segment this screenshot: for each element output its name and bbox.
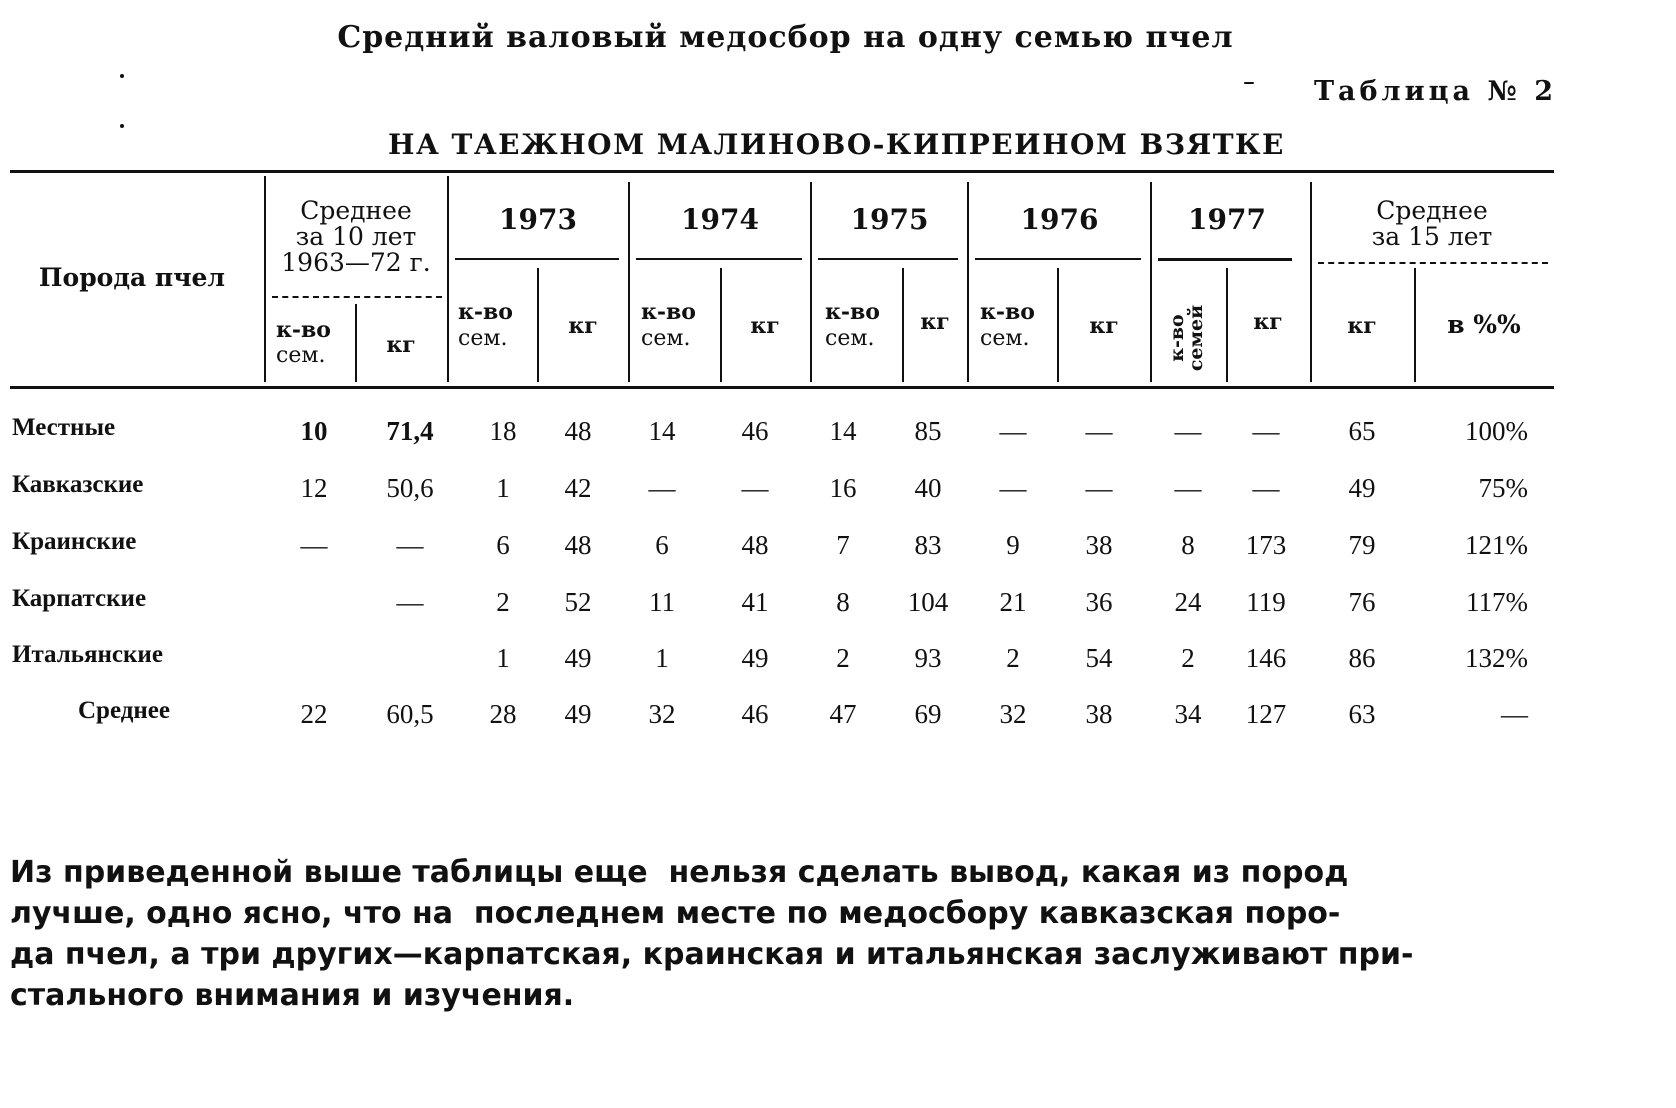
row-label: Среднее: [78, 697, 170, 724]
table-cell: 47: [829, 699, 857, 729]
avg10-header-line3: 1963—72 г.: [281, 248, 431, 277]
subheader-kvo-vertical: к-во семей: [1166, 304, 1207, 372]
print-speck: [1244, 82, 1254, 84]
table-cell: —: [396, 587, 424, 617]
table-cell: 119: [1246, 587, 1286, 617]
subheader-kg: кг: [750, 313, 780, 339]
table-cell: 41: [741, 587, 769, 617]
paragraph-line: стального внимания и изучения.: [10, 978, 575, 1013]
avg10-header-line1: Среднее: [300, 196, 412, 225]
year-header-1974: 1974: [681, 203, 759, 236]
table-cell: 14: [829, 416, 857, 446]
year-underline: [818, 258, 958, 260]
year-underline: [636, 258, 802, 260]
body-paragraph: [10, 852, 1520, 1016]
table-cell: 12: [300, 473, 328, 503]
table-cell: 22: [300, 699, 328, 729]
table-cell: 11: [649, 587, 675, 617]
table-cell: 7: [836, 530, 850, 560]
table-cell: 28: [489, 699, 517, 729]
row-label: Кавказские: [12, 471, 144, 498]
table-number: Таблица № 2: [1313, 76, 1557, 107]
table-cell: 34: [1174, 699, 1202, 729]
table-cell: 83: [914, 530, 942, 560]
subheader-kvo-l1: к-во: [458, 299, 513, 325]
table-cell: 93: [914, 643, 942, 673]
table-cell: 69: [914, 699, 942, 729]
subheader-kvo-l1: к-во: [641, 299, 696, 325]
row-label: Краинские: [12, 528, 137, 555]
table-cell: 48: [564, 416, 592, 446]
table-cell: 9: [1006, 530, 1020, 560]
print-speck: [120, 74, 124, 78]
table-cell: 46: [741, 416, 769, 446]
subheader-kg: кг: [920, 309, 950, 335]
avg15-header-line1: Среднее: [1376, 196, 1488, 225]
avg10-header-line2: за 10 лет: [295, 222, 417, 251]
table-cell: —: [1252, 416, 1280, 446]
subheader-kg: кг: [1347, 313, 1377, 339]
subheader-kg: кг: [1089, 313, 1119, 339]
table-cell: 65: [1348, 416, 1376, 446]
year-header-1973: 1973: [499, 203, 577, 236]
table-cell: 127: [1245, 699, 1287, 729]
table-cell: 52: [564, 587, 592, 617]
table-cell: 49: [1348, 473, 1376, 503]
avg10-underline: [272, 296, 442, 298]
row-label: Итальянские: [12, 641, 163, 668]
table-cell: 79: [1348, 530, 1376, 560]
table-cell: —: [999, 473, 1027, 503]
table-subtitle: НА ТАЕЖНОМ МАЛИНОВО-КИПРЕИНОМ ВЗЯТКЕ: [388, 128, 1285, 161]
avg15-header-line2: за 15 лет: [1371, 222, 1493, 251]
table-cell: —: [1085, 416, 1113, 446]
header-bottom-rule: [10, 386, 1554, 389]
table-cell: 48: [741, 530, 769, 560]
table-cell: —: [1085, 473, 1113, 503]
table-cell: 10: [300, 416, 328, 446]
table-cell: 40: [914, 473, 942, 503]
table-cell: 1: [496, 473, 510, 503]
table-cell: 21: [999, 587, 1027, 617]
table-cell: 50,6: [386, 473, 434, 503]
subheader-kvo-l1: к-во: [980, 299, 1035, 325]
table-cell: 2: [496, 587, 510, 617]
paragraph-line: Из приведенной выше таблицы еще нельзя сделать вывод, какая из пород: [10, 855, 1349, 890]
table-cell: 104: [907, 587, 949, 617]
table-cell: 173: [1245, 530, 1287, 560]
table-cell: 60,5: [386, 699, 434, 729]
row-label: Местные: [12, 414, 116, 441]
table-cell: —: [396, 530, 424, 560]
table-cell: 38: [1085, 699, 1113, 729]
table-cell: 76: [1348, 587, 1376, 617]
subheader-kg: кг: [1253, 309, 1283, 335]
table-cell: 38: [1085, 530, 1113, 560]
table-cell: —: [648, 473, 676, 503]
table-cell: —: [1174, 416, 1202, 446]
table-cell: 16: [829, 473, 857, 503]
table-cell: 42: [564, 473, 592, 503]
breed-header: Порода пчел: [38, 263, 226, 292]
table-cell: —: [741, 473, 769, 503]
subheader-kvo-l2: сем.: [641, 326, 691, 351]
table-cell: 117%: [1466, 587, 1528, 617]
year-header-1975: 1975: [850, 203, 929, 236]
subheader-kvo-l2: сем.: [276, 343, 326, 368]
table-cell: 1: [655, 643, 669, 673]
paragraph-line: лучше, одно ясно, что на последнем месте по медосбору кавказская поро-: [10, 896, 1341, 931]
year-underline: [975, 258, 1141, 260]
table-cell: 49: [564, 699, 592, 729]
table-cell: 146: [1245, 643, 1287, 673]
table-cell: —: [1252, 473, 1280, 503]
table-cell: 6: [496, 530, 510, 560]
table-cell: 85: [914, 416, 942, 446]
table-cell: 24: [1174, 587, 1202, 617]
avg15-underline: [1318, 262, 1548, 264]
table-cell: 121%: [1465, 530, 1528, 560]
table-cell: 32: [648, 699, 676, 729]
paragraph-line: да пчел, а три других—карпатская, краинская и итальянская заслуживают при-: [10, 937, 1414, 972]
table-cell: 8: [1181, 530, 1195, 560]
table-cell: 36: [1085, 587, 1113, 617]
table-cell: —: [1501, 699, 1528, 729]
year-underline: [1158, 258, 1292, 261]
year-underline: [455, 258, 619, 260]
subheader-kvo-l1: к-во: [825, 299, 880, 325]
table-cell: —: [300, 530, 328, 560]
table-cell: 71,4: [386, 416, 434, 446]
table-cell: 1: [496, 643, 510, 673]
table-cell: 54: [1085, 643, 1113, 673]
year-header-1977: 1977: [1188, 203, 1266, 236]
subheader-kvo-l2: сем.: [825, 326, 875, 351]
subheader-kg: кг: [568, 313, 598, 339]
subheader-kvo-l2: сем.: [980, 326, 1030, 351]
row-label: Карпатские: [12, 585, 147, 612]
table-cell: 6: [655, 530, 669, 560]
subheader-kvo-l1: к-во: [276, 317, 331, 343]
table-cell: 46: [741, 699, 769, 729]
document-title: Средний валовый медосбор на одну семью пчел: [337, 20, 1234, 55]
table-cell: 8: [836, 587, 850, 617]
table-cell: —: [1174, 473, 1202, 503]
table-top-rule: [10, 170, 1554, 173]
table-cell: 86: [1348, 643, 1376, 673]
table-cell: 132%: [1465, 643, 1528, 673]
table-cell: 2: [1006, 643, 1020, 673]
subheader-kvo-l2: сем.: [458, 326, 508, 351]
table-cell: 48: [564, 530, 592, 560]
year-header-1976: 1976: [1020, 203, 1099, 236]
table-cell: 18: [489, 416, 517, 446]
table-cell: 32: [999, 699, 1027, 729]
subheader-percent: в %%: [1447, 310, 1521, 339]
table-cell: 2: [1181, 643, 1195, 673]
table-cell: —: [999, 416, 1027, 446]
table-cell: 14: [648, 416, 676, 446]
table-cell: 49: [564, 643, 592, 673]
table-cell: 2: [836, 643, 850, 673]
table-cell: 75%: [1478, 473, 1528, 503]
table-cell: 49: [741, 643, 769, 673]
table-cell: 63: [1348, 699, 1376, 729]
table-cell: 100%: [1465, 416, 1528, 446]
subheader-kg: кг: [386, 332, 416, 358]
print-speck: [120, 124, 124, 128]
